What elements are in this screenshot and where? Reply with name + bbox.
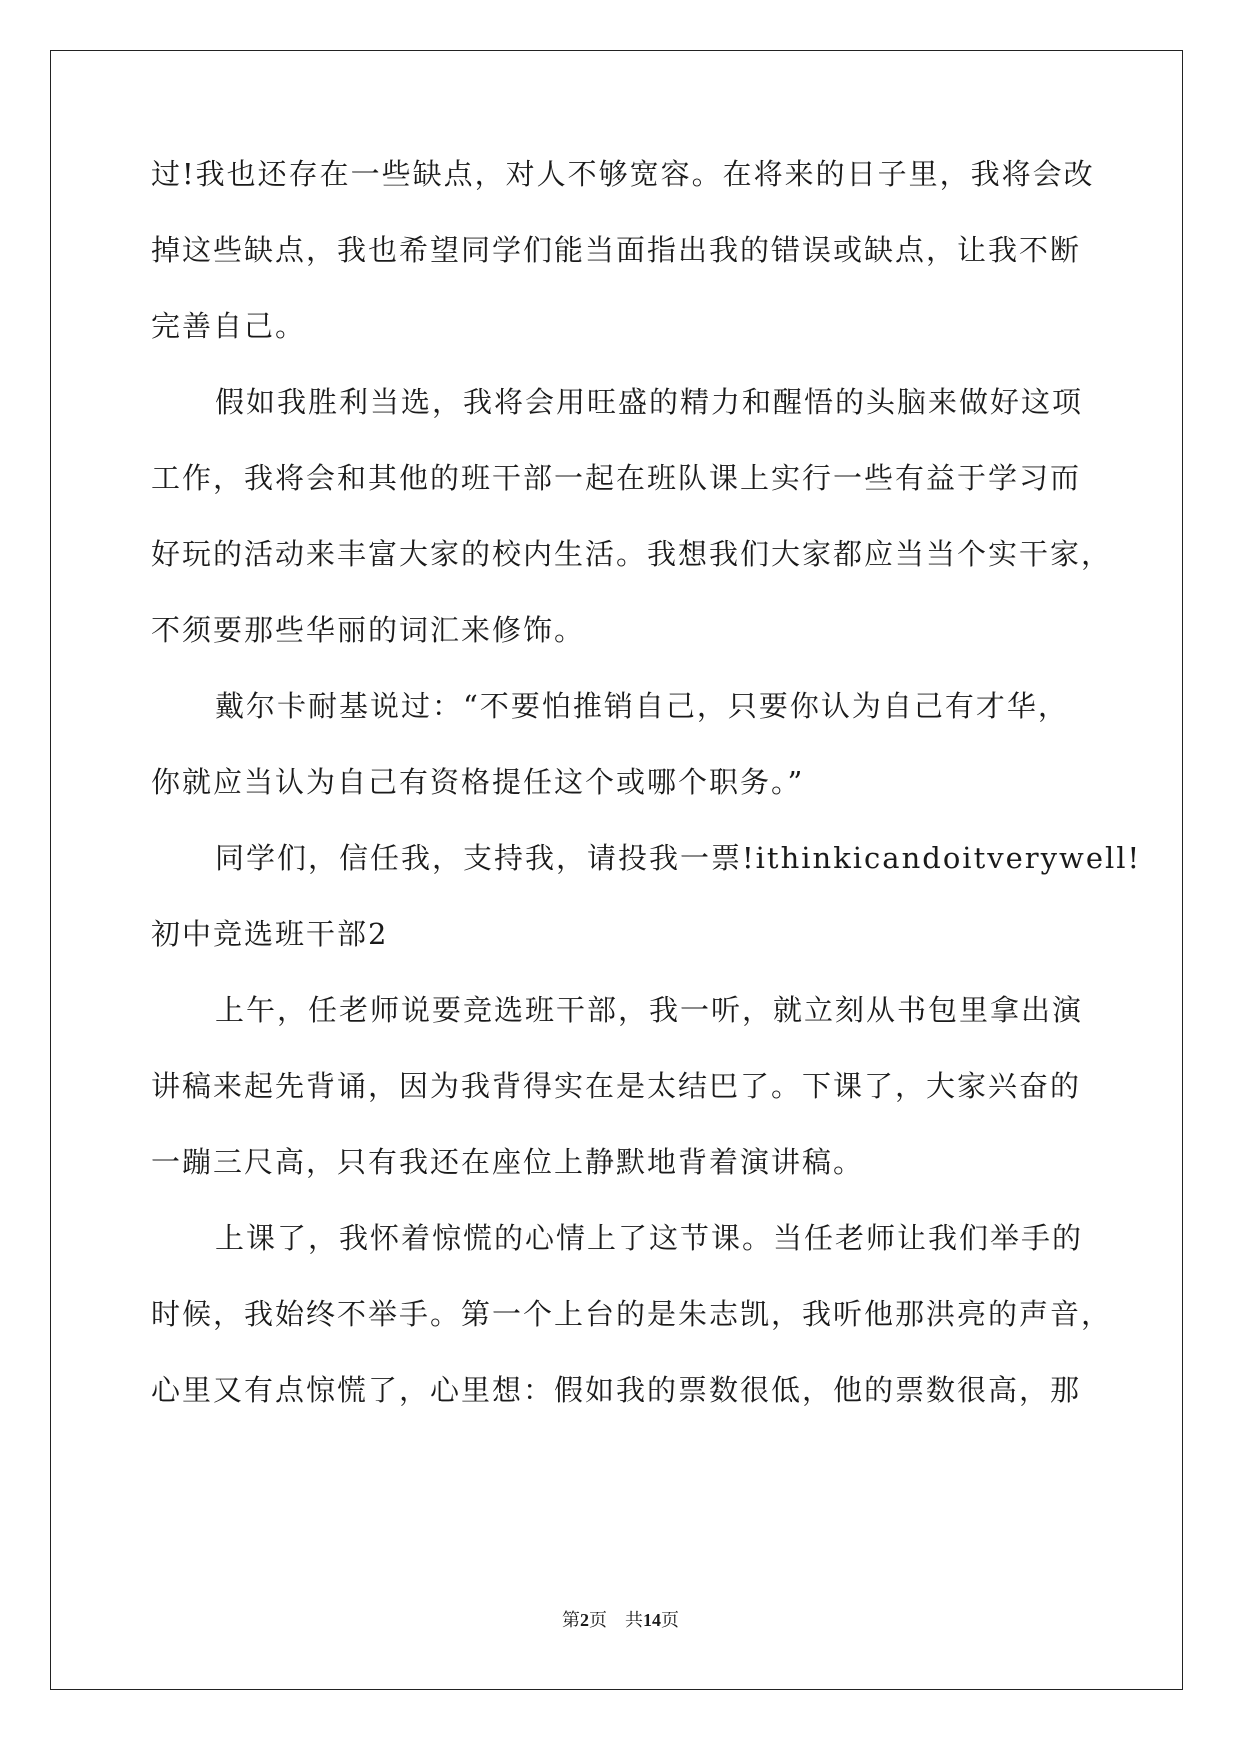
text-line: 讲稿来起先背诵，因为我背得实在是太结巴了。下课了，大家兴奋的 [151,1069,1082,1103]
footer-total-prefix: 共 [625,1610,643,1630]
paragraph-first-line: 同学们，信任我，支持我，请投我一票!ithinkicandoitverywell! [215,841,1142,875]
text-line: 工作，我将会和其他的班干部一起在班队课上实行一些有益于学习而 [151,461,1082,495]
paragraph-first-line: 上课了，我怀着惊慌的心情上了这节课。当任老师让我们举手的 [215,1221,1084,1255]
text-line: 你就应当认为自己有资格提任这个或哪个职务。” [151,765,805,799]
page-footer [0,1608,1241,1632]
page-number: 2 [580,1610,589,1630]
text-line: 好玩的活动来丰富大家的校内生活。我想我们大家都应当当个实干家， [151,537,1113,571]
paragraph-first-line: 假如我胜利当选，我将会用旺盛的精力和醒悟的头脑来做好这项 [215,385,1084,419]
text-line: 时候，我始终不举手。第一个上台的是朱志凯，我听他那洪亮的声音， [151,1297,1113,1331]
section-heading: 初中竞选班干部2 [151,917,389,951]
text-line: 一蹦三尺高，只有我还在座位上静默地背着演讲稿。 [151,1145,865,1179]
text-line: 完善自己。 [151,309,307,343]
paragraph-first-line: 戴尔卡耐基说过：“不要怕推销自己，只要你认为自己有才华， [215,689,1069,723]
text-line: 过!我也还存在一些缺点，对人不够宽容。在将来的日子里，我将会改 [151,157,1095,191]
text-line: 掉这些缺点，我也希望同学们能当面指出我的错误或缺点，让我不断 [151,233,1082,267]
paragraph-first-line: 上午，任老师说要竞选班干部，我一听，就立刻从书包里拿出演 [215,993,1084,1027]
footer-prefix: 第 [562,1610,580,1630]
total-pages: 14 [643,1610,661,1630]
footer-total-suffix: 页 [661,1610,679,1630]
text-line: 不须要那些华丽的词汇来修饰。 [151,613,586,647]
footer-page-suffix: 页 [589,1610,607,1630]
text-line: 心里又有点惊慌了，心里想：假如我的票数很低，他的票数很高，那 [151,1373,1082,1407]
